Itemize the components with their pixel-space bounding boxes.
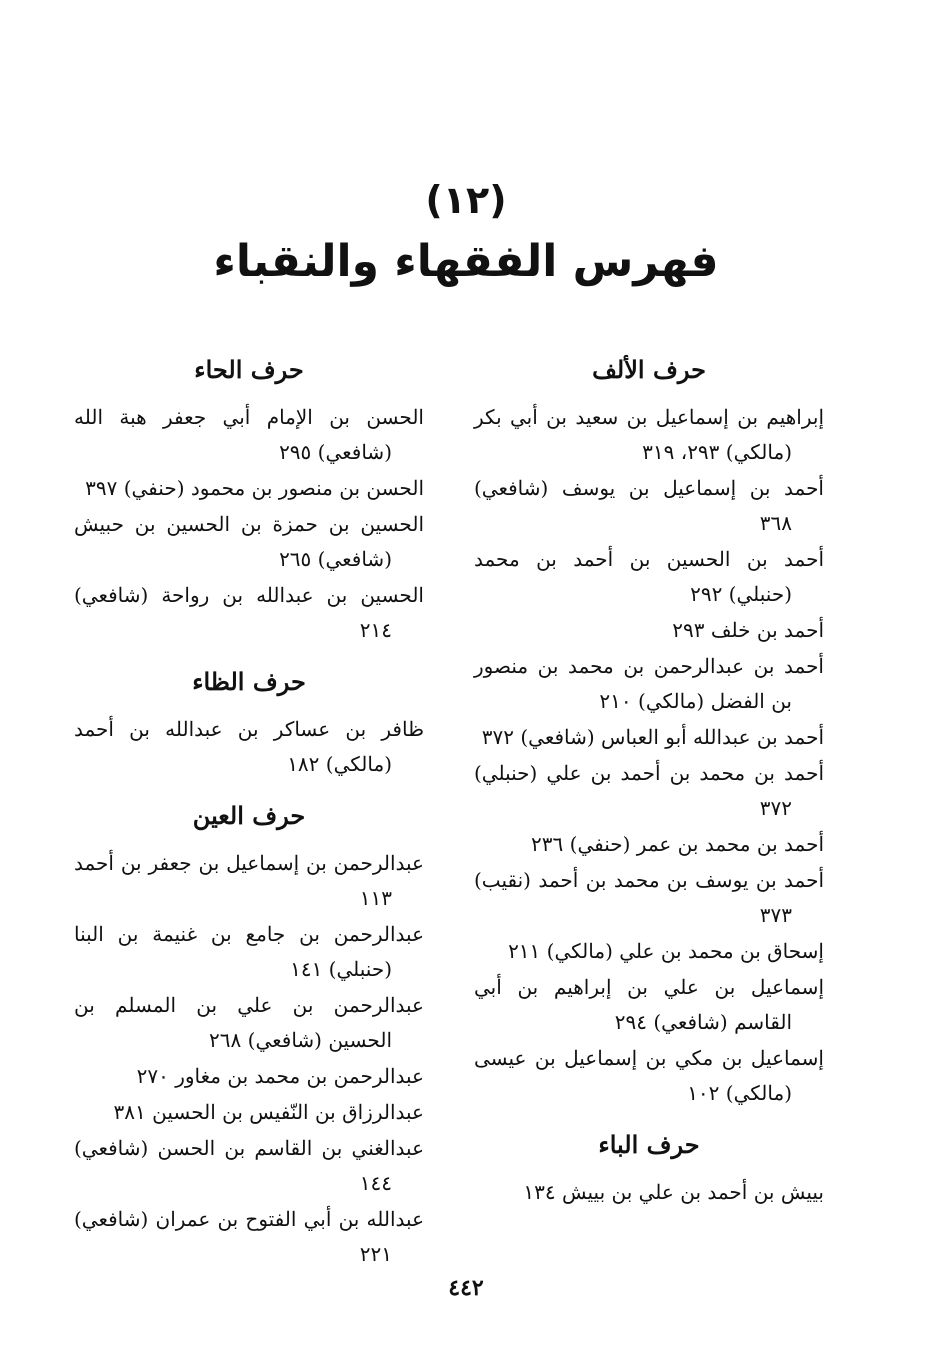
section-title: حرف الحاء	[194, 355, 304, 384]
right-column	[474, 352, 824, 1211]
index-entry: ظافر بن عساكر بن عبدالله بن أحمد (مالكي) ١٨٢	[74, 717, 424, 776]
index-entry: أحمد بن محمد بن أحمد بن علي (حنبلي) ٣٧٢	[474, 761, 824, 820]
section-title: حرف الألف	[592, 355, 706, 384]
section-title: حرف العين	[192, 801, 306, 830]
index-entry: أحمد بن محمد بن عمر (حنفي) ٢٣٦	[531, 832, 824, 856]
section-title: حرف الظاء	[192, 667, 306, 696]
index-entry: بييش بن أحمد بن علي بن بييش ١٣٤	[523, 1180, 824, 1204]
index-title: فهرس الفقهاء والنقباء	[213, 236, 719, 287]
section-title: حرف الباء	[598, 1130, 700, 1159]
index-entry: أحمد بن خلف ٢٩٣	[672, 618, 824, 642]
page-number: ٤٤٢	[448, 1275, 484, 1301]
index-entry: أحمد بن الحسين بن أحمد بن محمد (حنبلي) ٢٩٢	[474, 547, 824, 606]
section-ain	[74, 798, 424, 1272]
index-entry: إسماعيل بن مكي بن إسماعيل بن عيسى (مالكي) ١٠٢	[474, 1046, 824, 1105]
section-za	[74, 664, 424, 782]
index-entry: عبدالله بن أبي الفتوح بن عمران (شافعي) ٢٢١	[74, 1207, 424, 1266]
left-column	[74, 352, 424, 1273]
section-ha	[74, 352, 424, 648]
index-entry: عبدالرحمن بن جامع بن غنيمة بن البنا (حنبلي) ١٤١	[74, 922, 424, 981]
index-entry: الحسن بن الإمام أبي جعفر هبة الله (شافعي) ٢٩٥	[74, 405, 424, 464]
index-entry: أحمد بن يوسف بن محمد بن أحمد (نقيب) ٣٧٣	[474, 868, 824, 927]
index-number: (١٢)	[425, 178, 507, 222]
index-entry: عبدالرحمن بن إسماعيل بن جعفر بن أحمد ١١٣	[74, 851, 424, 910]
section-ba	[474, 1127, 824, 1210]
index-entry: الحسن بن منصور بن محمود (حنفي) ٣٩٧	[85, 476, 424, 500]
index-entry: إسماعيل بن علي بن إبراهيم بن أبي القاسم (شافعي) ٢٩٤	[474, 975, 824, 1034]
index-entry: أحمد بن عبدالرحمن بن محمد بن منصور بن الفضل (مالكي) ٢١٠	[474, 654, 824, 713]
index-entry: أحمد بن عبدالله أبو العباس (شافعي) ٣٧٢	[481, 725, 824, 749]
index-entry: إسحاق بن محمد بن علي (مالكي) ٢١١	[508, 939, 824, 963]
index-entry: عبدالرزاق بن النّفيس بن الحسين ٣٨١	[113, 1100, 424, 1124]
index-entry: عبدالغني بن القاسم بن الحسن (شافعي) ١٤٤	[74, 1136, 424, 1195]
index-entry: الحسين بن حمزة بن الحسين بن حبيش (شافعي) ٢٦٥	[74, 512, 424, 571]
index-entry: عبدالرحمن بن محمد بن مغاور ٢٧٠	[136, 1064, 424, 1088]
section-alif	[474, 352, 824, 1111]
index-entry: الحسين بن عبدالله بن رواحة (شافعي) ٢١٤	[74, 583, 424, 642]
index-entry: عبدالرحمن بن علي بن المسلم بن الحسين (شافعي) ٢٦٨	[74, 993, 424, 1052]
index-entry: أحمد بن إسماعيل بن يوسف (شافعي) ٣٦٨	[474, 476, 824, 535]
index-entry: إبراهيم بن إسماعيل بن سعيد بن أبي بكر (مالكي) ٢٩٣، ٣١٩	[474, 405, 824, 464]
